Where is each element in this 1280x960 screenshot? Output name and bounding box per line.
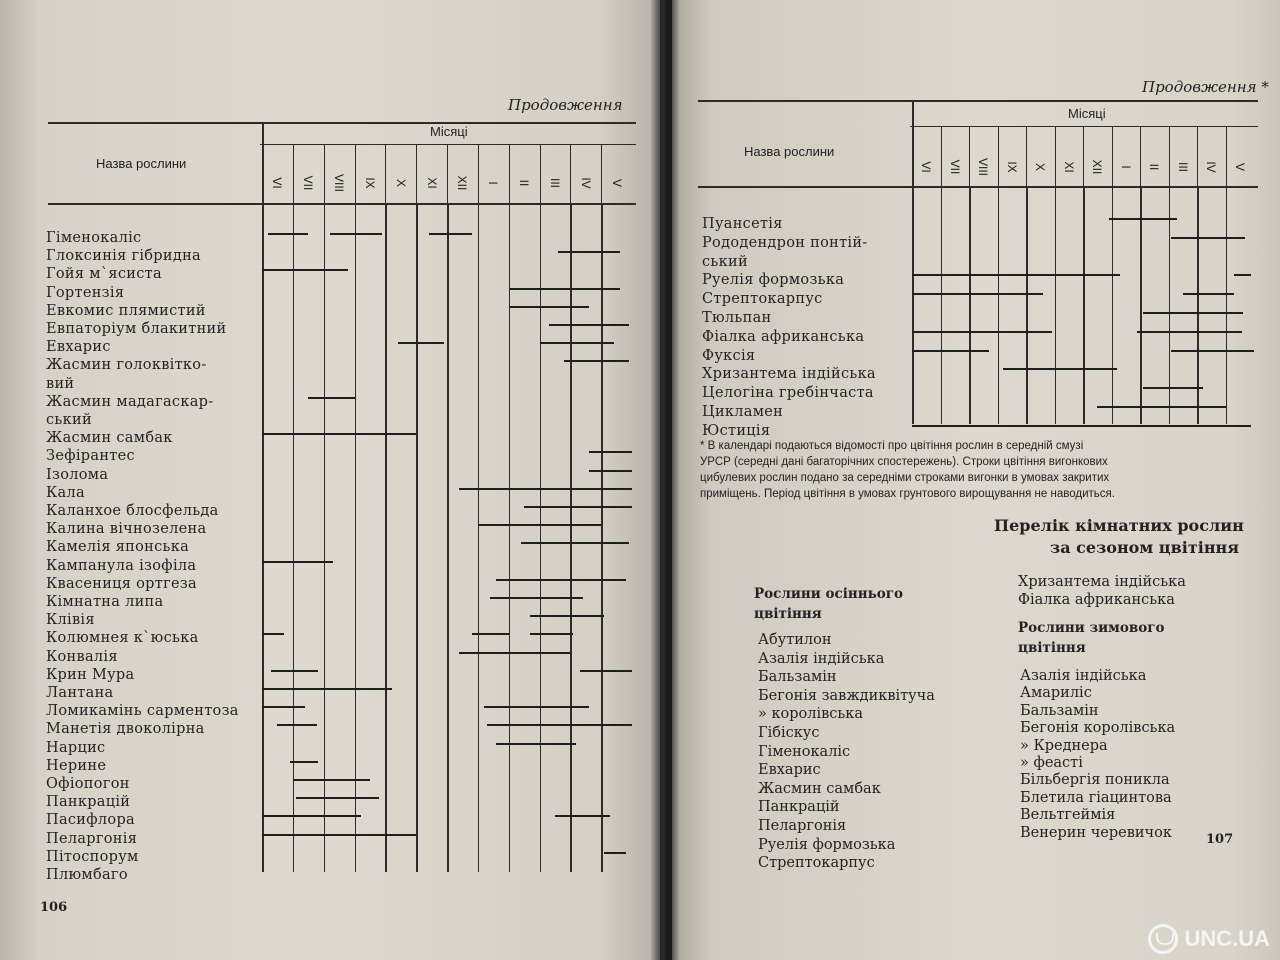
month-header-divider: [1112, 126, 1113, 186]
name-column-divider: [912, 100, 914, 424]
name-column-divider: [262, 122, 264, 872]
month-column-line: [1055, 188, 1057, 424]
bloom-period-bar: [490, 597, 583, 599]
winter-heading-line-2: цвітіння: [1018, 640, 1086, 656]
bloom-period-bar: [1183, 293, 1234, 295]
month-column-line: [601, 205, 603, 872]
plant-name: Рододендрон понтій-: [702, 234, 868, 251]
month-label: VII: [947, 159, 962, 175]
month-header-divider: [570, 144, 571, 203]
month-label: VI: [919, 161, 934, 173]
list-item: Бегонія завждиквітуча: [758, 687, 935, 704]
list-item: Венерин черевичок: [1020, 824, 1172, 841]
bloom-period-bar: [398, 342, 444, 344]
list-item: Руелія формозька: [758, 836, 896, 853]
autumn-heading-line-2: цвітіння: [754, 606, 822, 622]
plant-name: Жасмин мадагаскар-: [46, 393, 214, 410]
footnote-line: цибулевих рослин подано за середніми строками вигонки в умовах закритих: [700, 472, 1110, 484]
month-header-divider: [969, 126, 970, 186]
month-label: IX: [362, 177, 377, 189]
bloom-period-bar: [271, 670, 317, 672]
month-column-line: [1226, 188, 1228, 424]
bloom-period-bar: [604, 852, 626, 854]
bloom-period-bar: [912, 274, 1120, 276]
page-number: 106: [40, 900, 68, 915]
bloom-period-bar: [521, 542, 629, 544]
month-header-divider: [998, 126, 999, 186]
plant-name: ський: [46, 412, 92, 428]
list-item: Пеларгонія: [758, 818, 847, 834]
plant-name: Фіалка африканська: [702, 328, 865, 345]
bloom-period-bar: [459, 488, 632, 490]
bloom-period-bar: [912, 331, 1052, 333]
plant-name: вий: [46, 375, 75, 392]
month-label: XI: [1061, 161, 1076, 173]
bloom-period-bar: [540, 342, 614, 344]
bloom-period-bar: [262, 688, 392, 690]
plant-name: Клівія: [46, 612, 95, 629]
list-item: Хризантема індійська: [1018, 574, 1186, 590]
bloom-period-bar: [524, 506, 632, 508]
list-item: Амариліс: [1020, 685, 1092, 702]
bloom-period-bar: [589, 470, 632, 472]
month-header-divider: [385, 144, 386, 203]
month-header-divider: [509, 144, 510, 203]
plant-name: Кімнатна липа: [46, 594, 164, 610]
column-header-name: Назва рослини: [744, 144, 835, 159]
bloom-period-bar: [277, 724, 317, 726]
month-label: X: [1033, 162, 1048, 171]
month-header-divider: [447, 144, 448, 203]
bloom-period-bar: [912, 425, 1251, 427]
section-title-line-2: за сезоном цвітіння: [1050, 538, 1240, 557]
month-column-line: [998, 188, 1000, 424]
plant-name: Пеларгонія: [46, 830, 138, 847]
bloom-period-bar: [293, 779, 370, 781]
month-header-divider: [1026, 126, 1027, 186]
plant-name: Колюмнея к`юська: [46, 630, 199, 647]
plant-name: Евкомис плямистий: [46, 302, 206, 319]
plant-name: Квасениця ортгеза: [46, 575, 198, 592]
month-label: IV: [1204, 161, 1219, 173]
month-header-divider: [1055, 126, 1056, 186]
month-header-divider: [1226, 126, 1227, 186]
bloom-period-bar: [262, 561, 333, 563]
plant-name: Кампанула ізофіла: [46, 557, 197, 574]
month-header-divider: [1083, 126, 1084, 186]
month-header-divider: [1197, 126, 1198, 186]
month-column-line: [1140, 188, 1142, 424]
list-item: » королівська: [758, 706, 864, 723]
bloom-period-bar: [262, 706, 305, 708]
month-label: III: [547, 177, 562, 188]
month-column-line: [1026, 188, 1028, 424]
plant-name: Панкрацій: [46, 794, 131, 811]
month-label: XI: [424, 177, 439, 189]
bloom-period-bar: [262, 834, 416, 836]
month-column-line: [447, 205, 449, 872]
month-header-divider: [478, 144, 479, 203]
bloom-period-bar: [308, 397, 354, 399]
bloom-period-bar: [564, 360, 629, 362]
plant-name: Конвалія: [46, 648, 118, 665]
month-column-line: [355, 205, 357, 872]
plant-name: Крин Мура: [46, 666, 135, 683]
bloom-period-bar: [1143, 387, 1203, 389]
bloom-period-bar: [478, 524, 601, 526]
bloom-period-bar: [555, 815, 611, 817]
list-item: Гібіскус: [758, 725, 820, 741]
header-bottom-rule: [698, 186, 1258, 188]
continued-label: Продовження: [508, 96, 623, 114]
plant-name: Гойя м`ясиста: [46, 266, 162, 283]
bloom-period-bar: [262, 815, 361, 817]
month-label: IX: [1004, 161, 1019, 173]
bloom-period-bar: [589, 451, 632, 453]
bloom-period-bar: [496, 743, 576, 745]
month-column-line: [416, 205, 418, 872]
month-label: V: [609, 178, 624, 187]
month-label: XII: [455, 175, 470, 191]
trident-circle-icon: [1148, 924, 1178, 954]
list-item: Панкрацій: [758, 799, 840, 816]
plant-name: Пасифлора: [46, 812, 135, 829]
list-item: Блетила гіацинтова: [1020, 789, 1172, 806]
plant-name: Пуансетія: [702, 216, 783, 232]
month-column-line: [941, 188, 943, 424]
plant-name: Ізолома: [46, 466, 109, 483]
plant-name: Зефірантес: [46, 448, 135, 465]
table-top-rule: [48, 122, 636, 124]
watermark-text: UNC.UA: [1184, 926, 1270, 951]
bloom-period-bar: [262, 269, 348, 271]
plant-name: Глоксинія гібридна: [46, 248, 201, 265]
bloom-period-bar: [296, 797, 379, 799]
bloom-period-bar: [459, 652, 570, 654]
list-item: Бегонія королівська: [1020, 720, 1176, 737]
list-item: Гіменокаліс: [758, 743, 851, 760]
plant-name: Ломикамінь сарментоза: [46, 703, 239, 720]
plant-name: Руелія формозька: [702, 272, 845, 289]
footnote: [700, 438, 1115, 502]
month-label: IV: [578, 177, 593, 189]
right-page: [672, 0, 1280, 960]
plant-name: Евхарис: [46, 339, 111, 356]
month-header-divider: [1169, 126, 1170, 186]
list-item: Фіалка африканська: [1018, 592, 1175, 608]
column-header-months: Місяці: [1068, 106, 1106, 121]
list-item: Азалія індійська: [1020, 668, 1147, 684]
bloom-period-bar: [912, 350, 989, 352]
plant-name: Юстиція: [702, 422, 771, 439]
list-item: Евхарис: [758, 762, 821, 779]
month-label: VI: [270, 177, 285, 189]
plant-name: Стрептокарпус: [702, 291, 823, 308]
bloom-period-bar: [290, 761, 318, 763]
bloom-period-bar: [912, 293, 1043, 295]
month-label: I: [1118, 165, 1133, 169]
bloom-period-bar: [1171, 237, 1245, 239]
month-label: I: [486, 181, 501, 185]
bloom-period-bar: [1143, 312, 1243, 314]
plant-name: Гортензія: [46, 284, 125, 301]
list-item: » Креднера: [1020, 737, 1108, 754]
list-item: Більбергія поникла: [1020, 772, 1170, 789]
page-number: 107: [1206, 832, 1234, 847]
month-label: III: [1175, 161, 1190, 172]
plant-name: Плюмбаго: [46, 867, 128, 883]
month-column-line: [385, 205, 387, 872]
plant-name: Калина вічнозелена: [46, 521, 207, 538]
section-title-line-1: Перелік кімнатних рослин: [994, 516, 1244, 535]
month-header-divider: [355, 144, 356, 203]
bloom-period-bar: [580, 670, 632, 672]
plant-name: Гіменокаліс: [46, 230, 142, 246]
month-column-line: [969, 188, 971, 424]
month-column-line: [478, 205, 480, 872]
plant-name: Пітоспорум: [46, 848, 139, 865]
bloom-period-bar: [1109, 218, 1177, 220]
plant-name: Офіопогон: [46, 776, 130, 792]
month-label: II: [1147, 163, 1162, 171]
bloom-period-bar: [330, 233, 382, 235]
plant-name: Тюльпан: [702, 310, 772, 326]
bloom-period-bar: [472, 633, 509, 635]
footnote-line: УРСР (середні дані багаторічних спостережень). Строки цвітіння вигонкових: [700, 456, 1108, 468]
bloom-period-bar: [1234, 274, 1251, 276]
list-item: Бальзамін: [758, 669, 837, 686]
month-column-line: [293, 205, 295, 872]
plant-name: Каланхое блосфельда: [46, 503, 219, 519]
table-top-rule: [698, 100, 1258, 102]
list-item: Азалія індійська: [758, 650, 885, 667]
plant-name: Камелія японська: [46, 539, 190, 556]
month-label: VIII: [976, 157, 991, 176]
months-header-rule: [910, 126, 1258, 127]
month-label: V: [1232, 162, 1247, 171]
plant-name: Хризантема індійська: [702, 366, 876, 383]
footnote-line: приміщень. Період цвітіння в умовах грунтового вирощування не наводиться.: [700, 488, 1115, 500]
bloom-period-bar: [558, 251, 620, 253]
plant-name: Жасмин голоквітко-: [46, 357, 207, 374]
bloom-period-bar: [1097, 406, 1225, 408]
header-bottom-rule: [48, 203, 636, 205]
bloom-period-bar: [487, 724, 632, 726]
column-header-name: Назва рослини: [96, 156, 187, 171]
winter-heading-line-1: Рослини зимового: [1018, 620, 1165, 636]
plant-name: Лантана: [46, 685, 114, 701]
plant-name: Нарцис: [46, 739, 106, 756]
book-spine: [650, 0, 680, 960]
list-item: » феасті: [1020, 755, 1083, 771]
bloom-period-bar: [1171, 350, 1254, 352]
list-item: Жасмин самбак: [758, 780, 881, 797]
bloom-period-bar: [1137, 331, 1242, 333]
bloom-period-bar: [262, 633, 284, 635]
bloom-period-bar: [262, 433, 416, 435]
plant-name: ський: [702, 253, 748, 270]
footnote-line: * В календарі подаються відомості про цвітіння рослин в середній смузі: [700, 440, 1084, 452]
month-header-divider: [1140, 126, 1141, 186]
months-header-rule: [260, 144, 636, 145]
plant-name: Целогіна гребінчаста: [702, 385, 874, 402]
bloom-period-bar: [509, 288, 620, 290]
month-header-divider: [941, 126, 942, 186]
month-label: XII: [1090, 159, 1105, 175]
bloom-period-bar: [496, 579, 626, 581]
month-header-divider: [416, 144, 417, 203]
bloom-period-bar: [429, 233, 472, 235]
plant-name: Манетія двоколірна: [46, 721, 205, 738]
bloom-period-bar: [509, 306, 589, 308]
month-label: VII: [301, 175, 316, 191]
month-column-line: [1083, 188, 1085, 424]
plant-name: Кала: [46, 484, 85, 501]
column-header-months: Місяці: [430, 124, 468, 139]
bloom-period-bar: [484, 706, 589, 708]
month-label: VIII: [332, 173, 347, 192]
list-item: Бальзамін: [1020, 702, 1099, 719]
month-column-line: [324, 205, 326, 872]
list-item: Стрептокарпус: [758, 855, 875, 872]
month-header-divider: [324, 144, 325, 203]
bloom-period-bar: [530, 615, 604, 617]
month-header-divider: [601, 144, 602, 203]
month-column-line: [1112, 188, 1114, 424]
watermark: [1148, 924, 1270, 954]
continued-label: Продовження *: [1142, 78, 1269, 96]
plant-name: Жасмин самбак: [46, 430, 173, 447]
plant-name: Цикламен: [702, 404, 784, 420]
plant-name: Нерине: [46, 757, 107, 774]
month-header-divider: [540, 144, 541, 203]
month-label: X: [393, 178, 408, 187]
month-header-divider: [293, 144, 294, 203]
list-item: Вельтгеймія: [1020, 807, 1116, 824]
month-label: II: [517, 179, 532, 187]
bloom-period-bar: [268, 233, 308, 235]
plant-name: Евпаторіум блакитний: [46, 321, 227, 337]
plant-name: Фуксія: [702, 347, 756, 364]
bloom-period-bar: [530, 633, 573, 635]
list-item: Абутилон: [758, 632, 832, 648]
bloom-period-bar: [1003, 368, 1117, 370]
bloom-period-bar: [549, 324, 629, 326]
autumn-heading-line-1: Рослини осіннього: [754, 586, 904, 602]
